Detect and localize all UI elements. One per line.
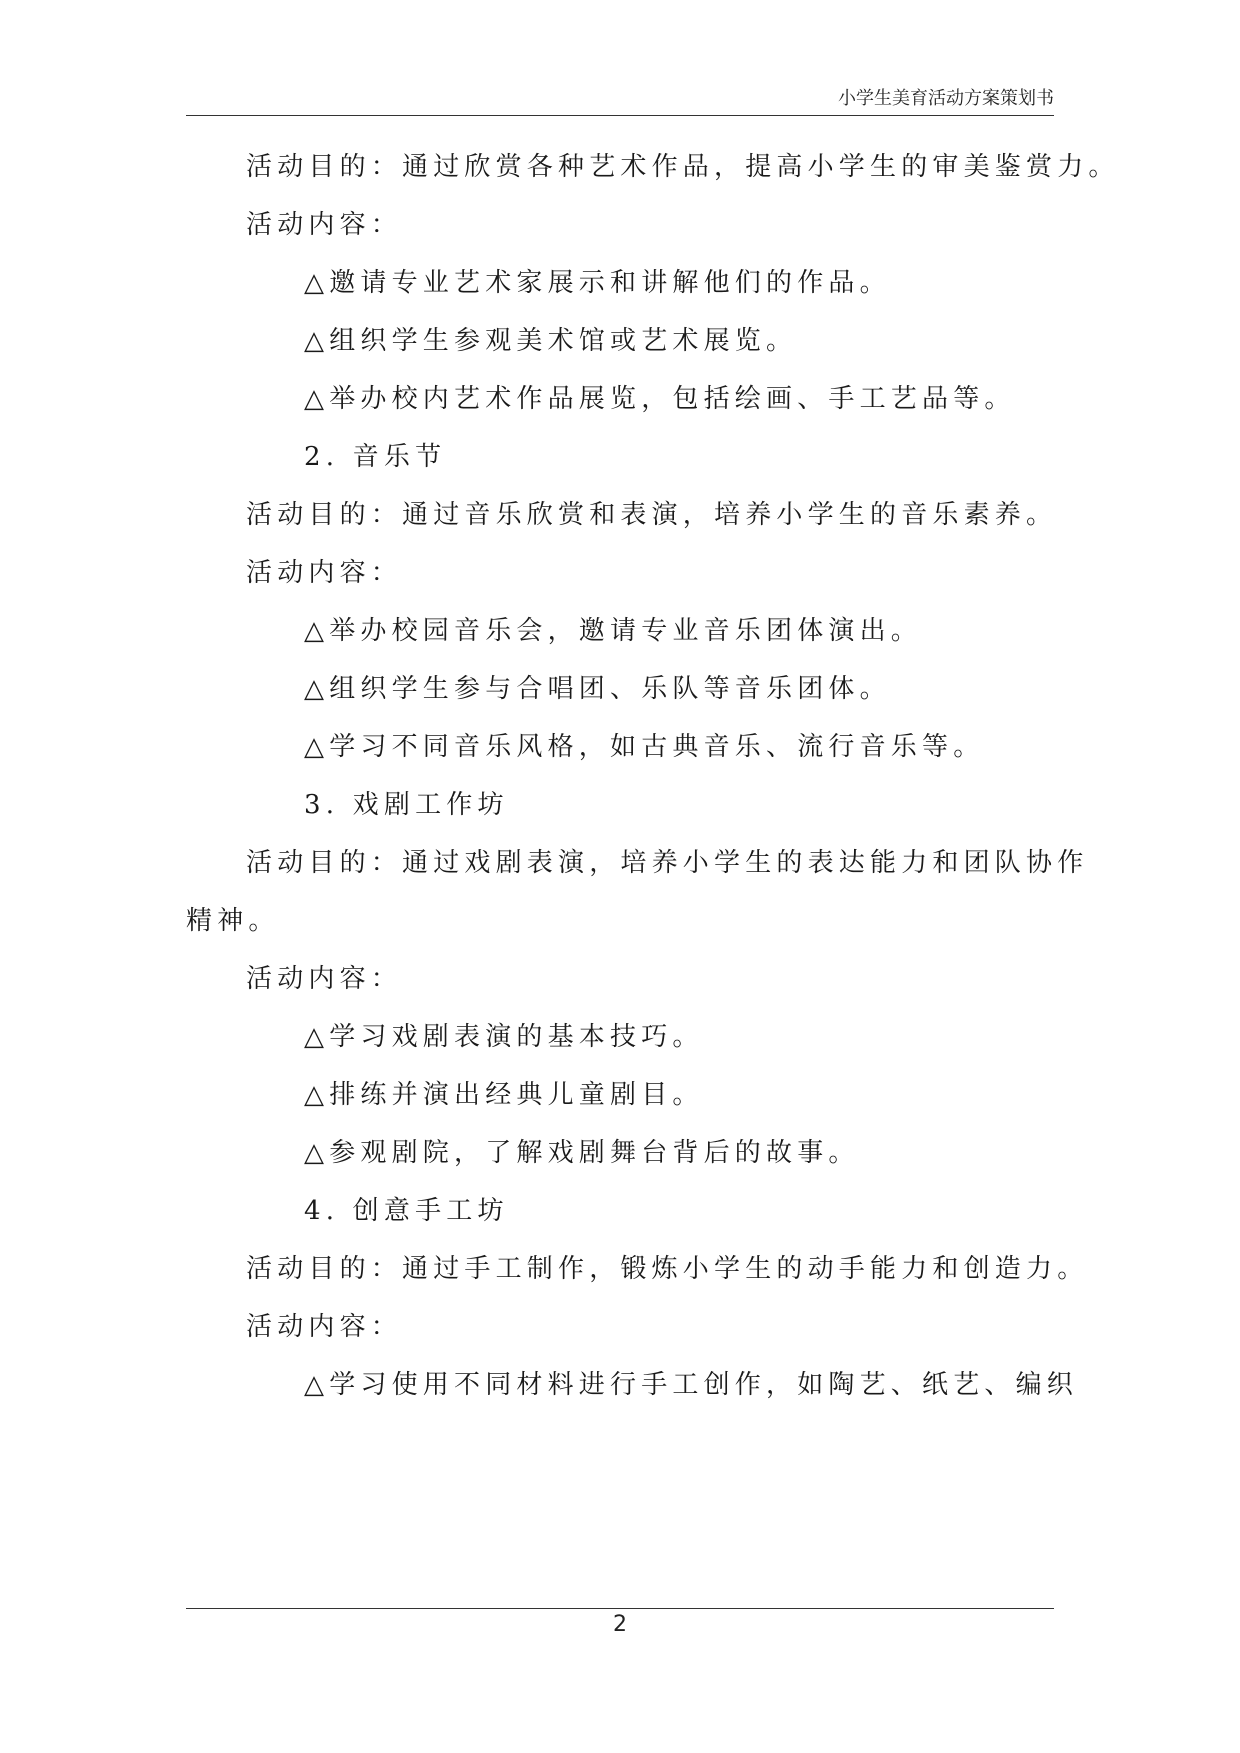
paragraph-line: 活动内容： xyxy=(246,1312,403,1342)
bullet-item: △邀请专业艺术家展示和讲解他们的作品。 xyxy=(304,268,891,298)
paragraph-line: 活动目的：通过戏剧表演，培养小学生的表达能力和团队协作 xyxy=(246,848,1089,878)
paragraph-line: 活动内容： xyxy=(246,210,403,240)
paragraph-line: 精神。 xyxy=(186,906,280,936)
header-divider xyxy=(186,115,1054,116)
paragraph-line: 活动目的：通过音乐欣赏和表演，培养小学生的音乐素养。 xyxy=(246,500,1058,530)
section-heading: 2. 音乐节 xyxy=(304,442,447,472)
bullet-item: △组织学生参与合唱团、乐队等音乐团体。 xyxy=(304,674,891,704)
running-header-title: 小学生美育活动方案策划书 xyxy=(838,88,1054,109)
footer-divider xyxy=(186,1608,1054,1609)
bullet-item: △学习戏剧表演的基本技巧。 xyxy=(304,1022,704,1052)
bullet-item: △举办校园音乐会，邀请专业音乐团体演出。 xyxy=(304,616,922,646)
bullet-item: △参观剧院，了解戏剧舞台背后的故事。 xyxy=(304,1138,860,1168)
section-heading: 3. 戏剧工作坊 xyxy=(304,790,509,820)
bullet-item: △学习使用不同材料进行手工创作，如陶艺、纸艺、编织 xyxy=(304,1370,1078,1400)
bullet-item: △学习不同音乐风格，如古典音乐、流行音乐等。 xyxy=(304,732,985,762)
paragraph-line: 活动内容： xyxy=(246,964,403,994)
paragraph-line: 活动目的：通过欣赏各种艺术作品，提高小学生的审美鉴赏力。 xyxy=(246,152,1120,182)
paragraph-line: 活动目的：通过手工制作，锻炼小学生的动手能力和创造力。 xyxy=(246,1254,1089,1284)
section-heading: 4. 创意手工坊 xyxy=(304,1196,509,1226)
paragraph-line: 活动内容： xyxy=(246,558,403,588)
bullet-item: △举办校内艺术作品展览，包括绘画、手工艺品等。 xyxy=(304,384,1016,414)
bullet-item: △组织学生参观美术馆或艺术展览。 xyxy=(304,326,798,356)
page-number: 2 xyxy=(613,1612,627,1637)
bullet-item: △排练并演出经典儿童剧目。 xyxy=(304,1080,704,1110)
